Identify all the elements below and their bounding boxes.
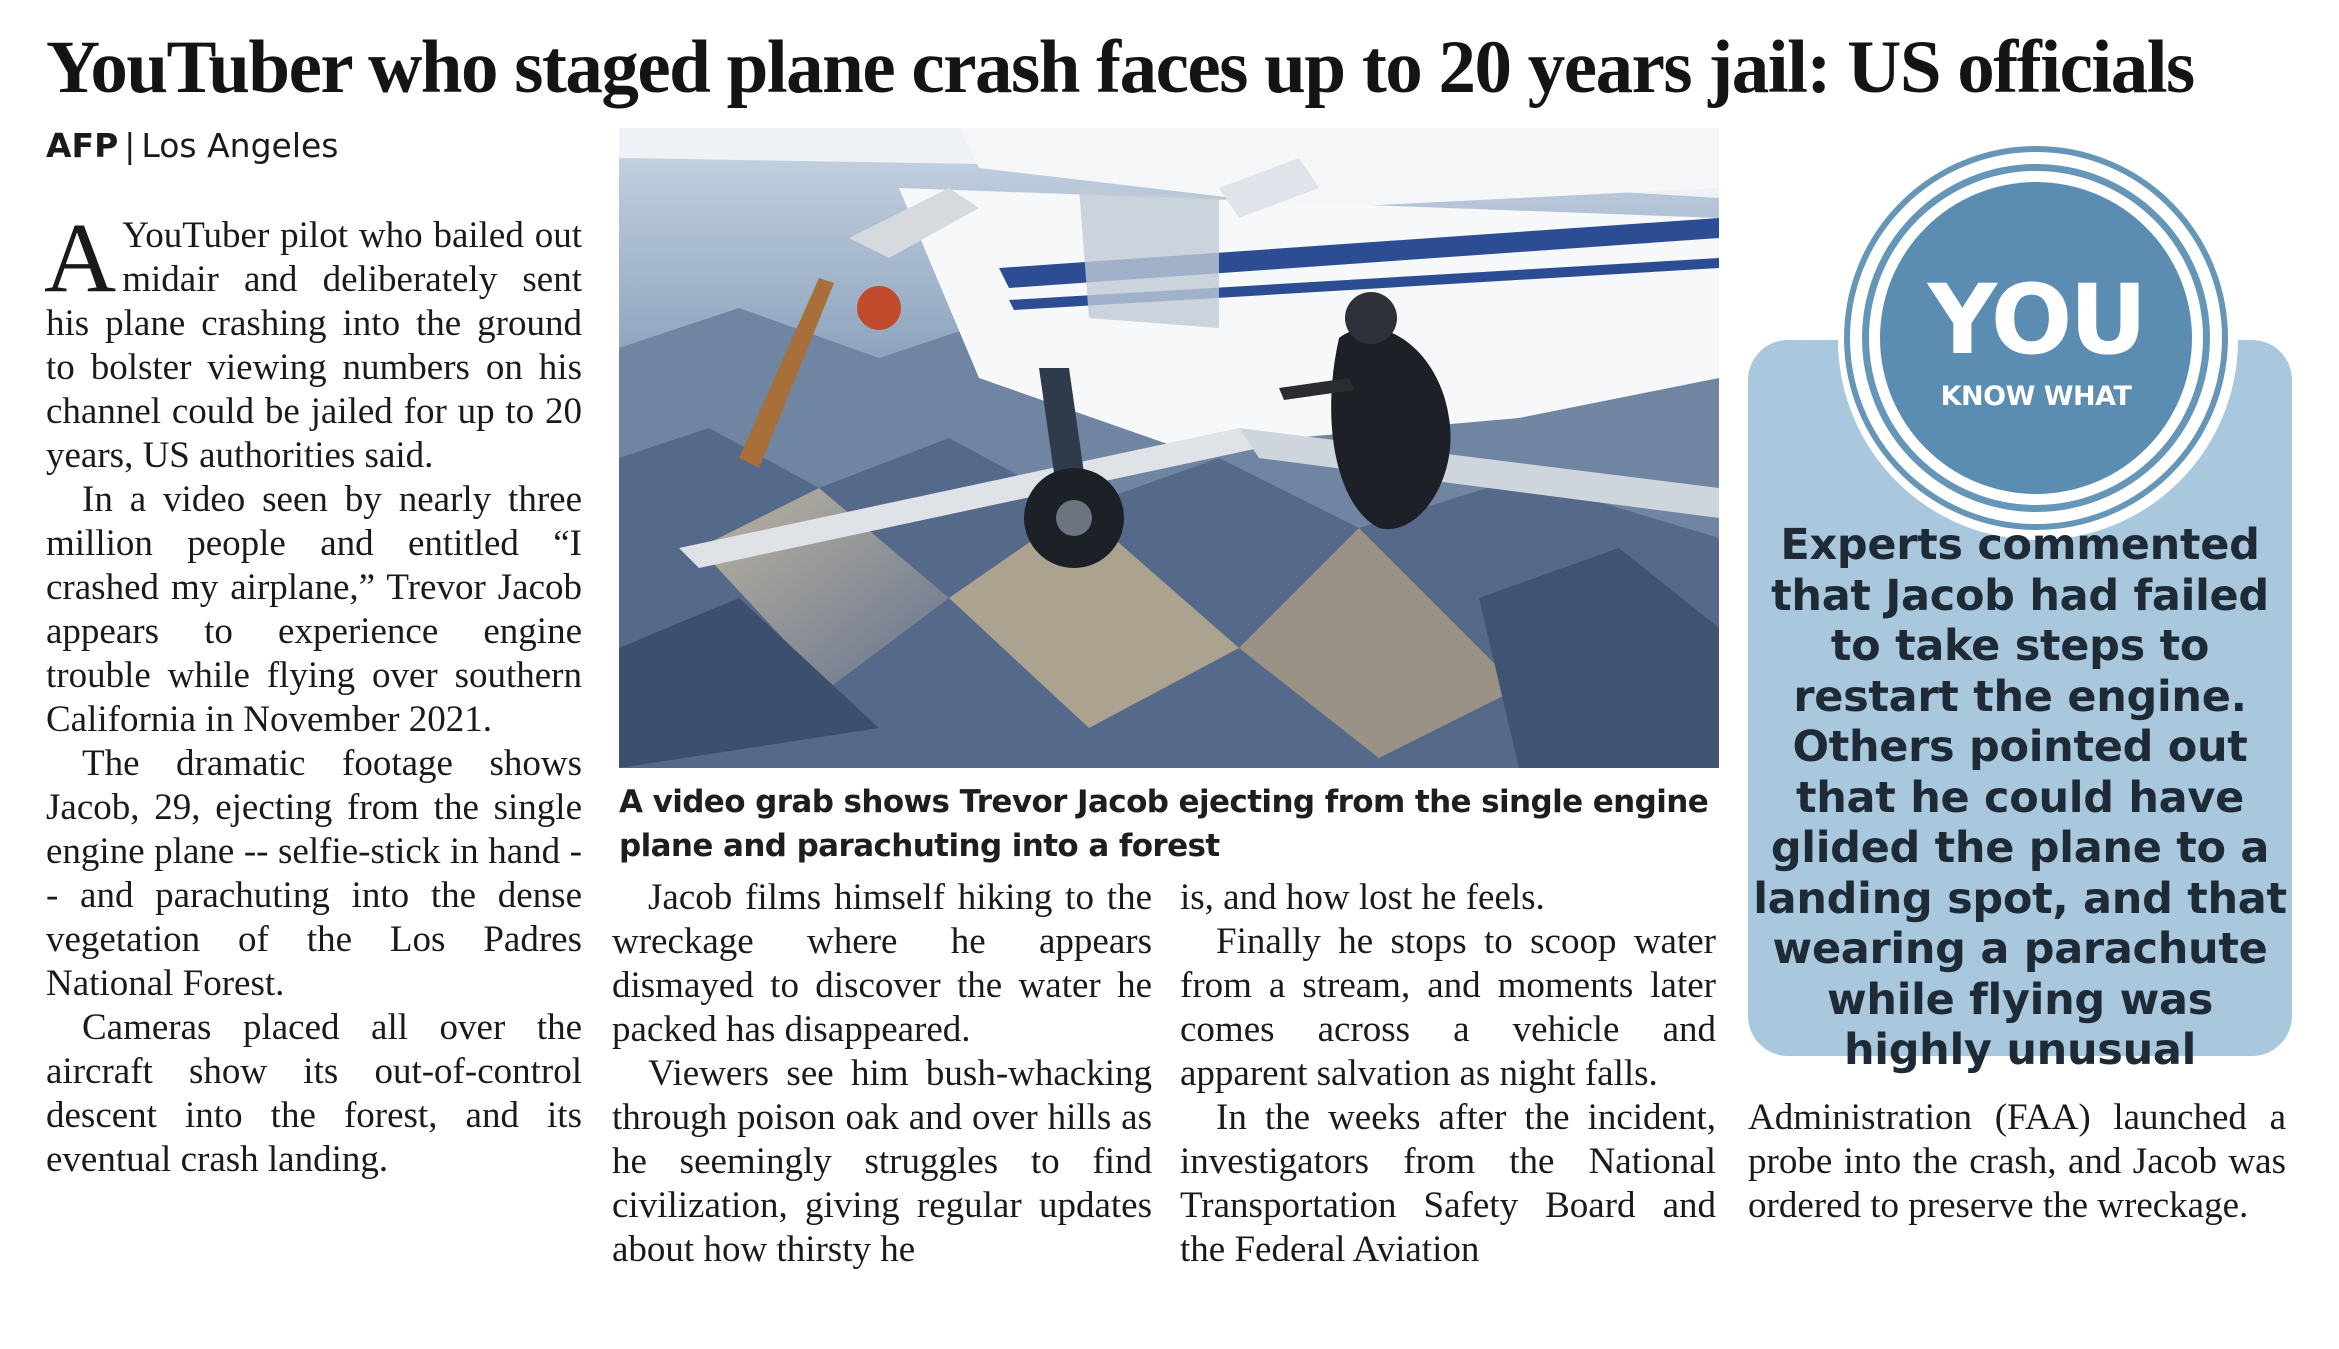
badge-subtitle: KNOW WHAT	[1940, 381, 2132, 412]
article-column-1	[44, 202, 582, 1182]
column-2-paragraph-1: Jacob films himself hiking to the wreckage where he appears dismayed to discover the water he packed has disappeared.	[612, 877, 1152, 1050]
column-2-paragraph-2: Viewers see him bush-whacking through poison oak and over hills as he seemingly struggles to find civilization, giving regular updates about how thirsty he	[612, 1053, 1152, 1270]
article-paragraph-2: In a video seen by nearly three million people and entitled “I crashed my airplane,” Trevor Jacob appears to experience engine trouble while flying over southern California in November 2021.	[46, 479, 582, 740]
article-column-3	[1180, 876, 1716, 1272]
column-4-continuation: Administration (FAA) launched a probe into the crash, and Jacob was ordered to preserve the wreckage.	[1748, 1097, 2286, 1226]
column-3-paragraph-1: Finally he stops to scoop water from a stream, and moments later comes across a vehicle and apparent salvation as night falls.	[1180, 921, 1716, 1094]
article-paragraph-3: The dramatic footage shows Jacob, 29, ejecting from the single engine plane -- selfie-stick in hand -- and parachuting into the dense vegetation of the Los Padres National Forest.	[46, 743, 582, 1004]
news-photo	[619, 128, 1719, 768]
byline-agency: AFP	[46, 126, 119, 165]
paragraph-1-text: YouTuber pilot who bailed out midair and deliberately sent his plane crashing into the ground to bolster viewing numbers on his channel could be jailed for up to 20 years, US authorities said.	[46, 215, 582, 476]
headline: YouTuber who staged plane crash faces up to 20 years jail: US officials	[46, 26, 2194, 109]
column-3-paragraph-2: In the weeks after the incident, investigators from the National Transportation Safety Board and the Federal Aviation	[1180, 1097, 1716, 1270]
article-paragraph-4: Cameras placed all over the aircraft show its out-of-control descent into the forest, and its eventual crash landing.	[46, 1007, 582, 1180]
photo-caption: A video grab shows Trevor Jacob ejecting from the single engine plane and parachuting into a forest	[619, 784, 1709, 864]
article-column-2	[612, 876, 1152, 1272]
dropcap: A	[44, 202, 117, 313]
byline	[46, 126, 339, 166]
badge-title: YOU	[1927, 264, 2145, 376]
article-paragraph-1	[44, 202, 582, 478]
column-3-continuation: is, and how lost he feels.	[1180, 877, 1545, 918]
byline-separator: |	[124, 126, 136, 165]
article-column-4	[1748, 1096, 2286, 1228]
you-know-what-text: Experts commented that Jacob had failed to take steps to restart the engine. Others pointed out that he could have glided the plane to a landing spot, and that wearing a parachute while flying was highly unusual	[1753, 520, 2287, 1075]
byline-location: Los Angeles	[141, 126, 339, 165]
plane-ejection-illustration	[619, 128, 1719, 768]
